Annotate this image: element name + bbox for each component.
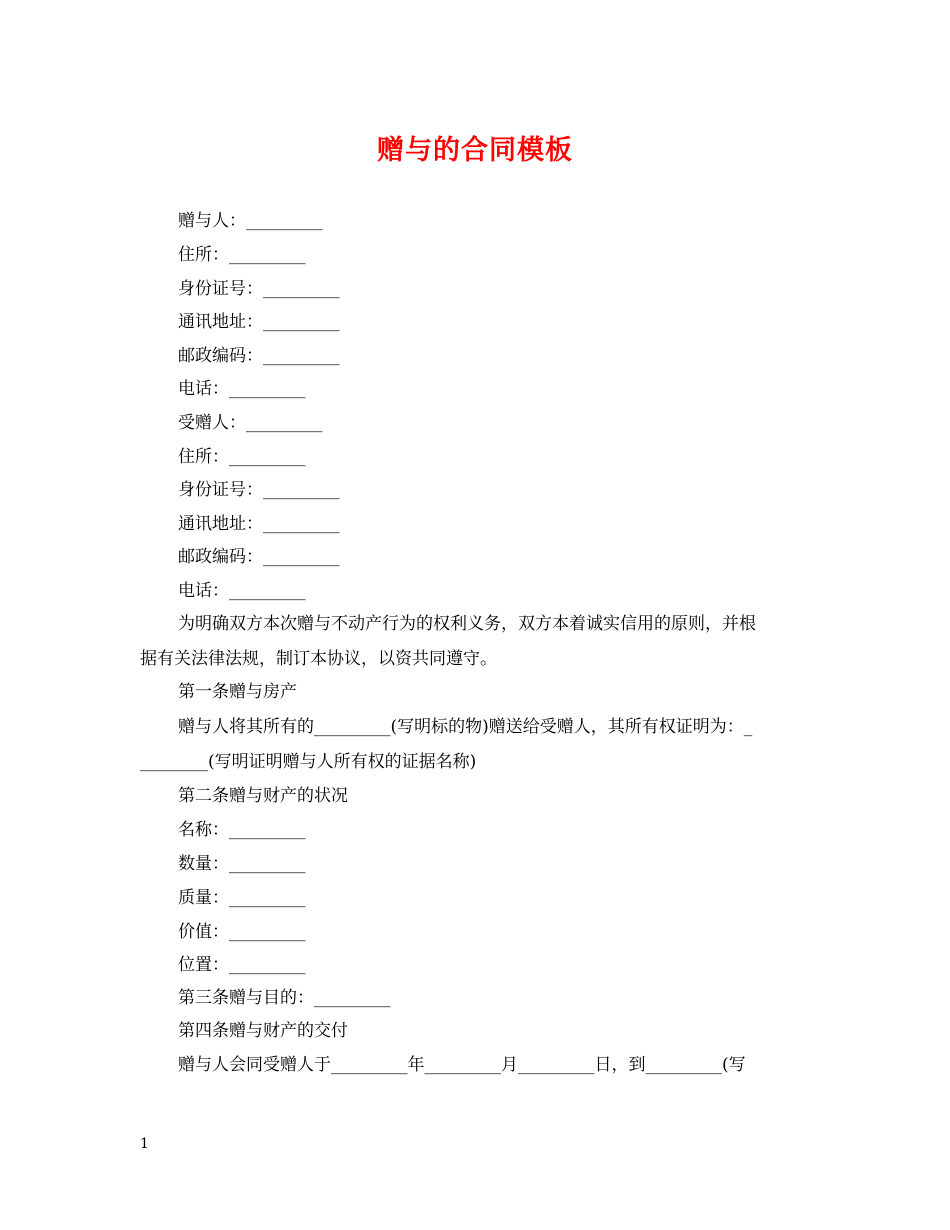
donee-id-field: 身份证号：_________: [178, 480, 340, 500]
article-1-line-1: 赠与人将其所有的_________(写明标的物)赠送给受赠人，其所有权证明为：_: [178, 717, 753, 737]
article-2-name-field: 名称：_________: [178, 820, 306, 840]
article-2-heading: 第二条赠与财产的状况: [178, 786, 348, 806]
donor-id-field: 身份证号：_________: [178, 279, 340, 299]
donee-postcode-field: 邮政编码：_________: [178, 547, 340, 567]
donee-name-field: 受赠人：_________: [178, 413, 323, 433]
preamble-line-1: 为明确双方本次赠与不动产行为的权利义务，双方本着诚实信用的原则，并根: [178, 614, 756, 634]
article-3-heading: 第三条赠与目的：_________: [178, 988, 391, 1008]
article-1-line-2: ________(写明证明赠与人所有权的证据名称): [140, 752, 477, 772]
page-number: 1: [140, 1136, 149, 1152]
article-1-heading: 第一条赠与房产: [178, 682, 297, 702]
donor-address-field: 住所：_________: [178, 245, 306, 265]
article-2-quantity-field: 数量：_________: [178, 854, 306, 874]
article-2-value-field: 价值：_________: [178, 922, 306, 942]
article-4-line-1: 赠与人会同受赠人于_________年_________月_________日，到_________(写: [178, 1055, 746, 1075]
donee-phone-field: 电话：_________: [178, 581, 306, 601]
donee-address-field: 住所：_________: [178, 447, 306, 467]
article-4-heading: 第四条赠与财产的交付: [178, 1021, 348, 1041]
article-2-location-field: 位置：_________: [178, 955, 306, 975]
donor-mail-address-field: 通讯地址：_________: [178, 312, 340, 332]
donor-name-field: 赠与人：_________: [178, 211, 323, 231]
donor-phone-field: 电话：_________: [178, 379, 306, 399]
article-2-quality-field: 质量：_________: [178, 888, 306, 908]
document-title: 赠与的合同模板: [377, 135, 573, 166]
preamble-line-2: 据有关法律法规，制订本协议，以资共同遵守。: [140, 649, 497, 669]
donee-mail-address-field: 通讯地址：_________: [178, 514, 340, 534]
donor-postcode-field: 邮政编码：_________: [178, 346, 340, 366]
